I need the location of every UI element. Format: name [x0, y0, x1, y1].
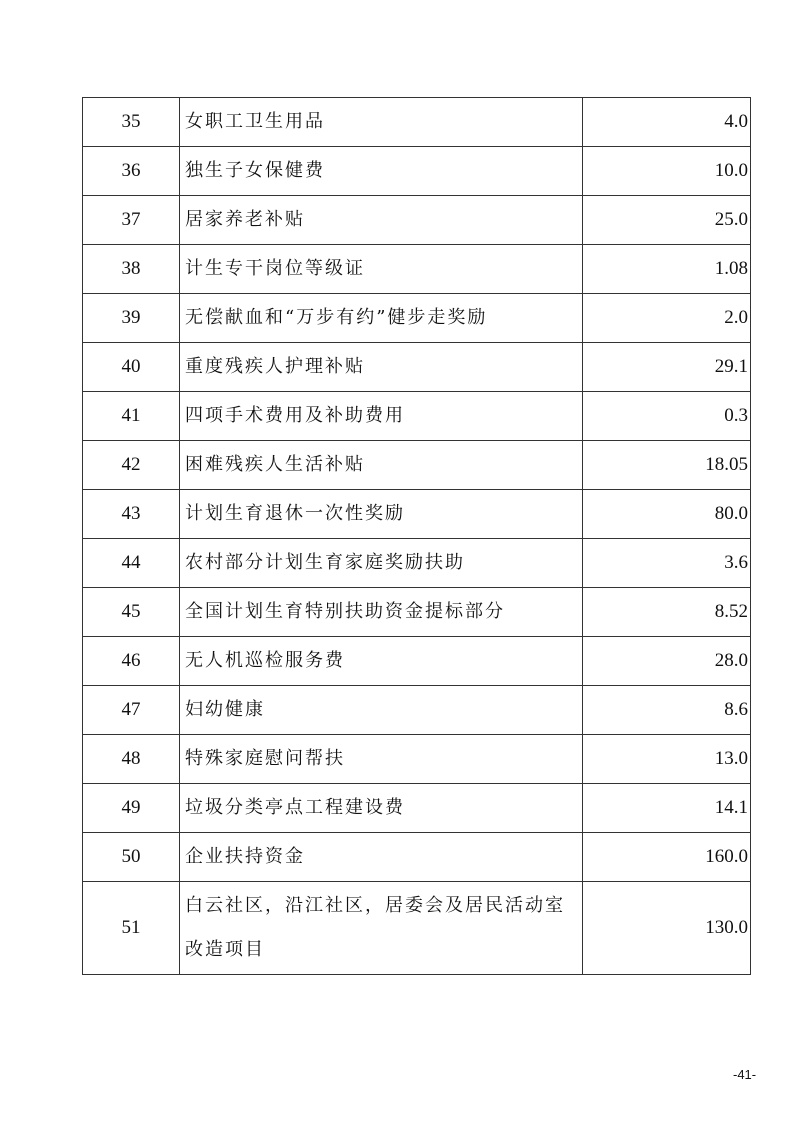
item-name: 企业扶持资金	[180, 833, 583, 882]
item-name: 无人机巡检服务费	[180, 637, 583, 686]
item-amount: 25.0	[583, 196, 751, 245]
table-row	[83, 343, 751, 392]
row-number: 51	[83, 882, 180, 975]
item-name: 独生子女保健费	[180, 147, 583, 196]
item-name: 无偿献血和“万步有约”健步走奖励	[180, 294, 583, 343]
item-amount: 130.0	[583, 882, 751, 975]
table-row	[83, 784, 751, 833]
table-row	[83, 196, 751, 245]
item-amount: 0.3	[583, 392, 751, 441]
item-name: 全国计划生育特别扶助资金提标部分	[180, 588, 583, 637]
table-row	[83, 588, 751, 637]
item-amount: 3.6	[583, 539, 751, 588]
page-number: -41-	[733, 1067, 757, 1082]
row-number: 45	[83, 588, 180, 637]
row-number: 39	[83, 294, 180, 343]
item-name: 女职工卫生用品	[180, 98, 583, 147]
item-name: 四项手术费用及补助费用	[180, 392, 583, 441]
item-amount: 160.0	[583, 833, 751, 882]
row-number: 44	[83, 539, 180, 588]
table-row	[83, 833, 751, 882]
row-number: 48	[83, 735, 180, 784]
item-amount: 80.0	[583, 490, 751, 539]
table-row	[83, 490, 751, 539]
item-name: 垃圾分类亭点工程建设费	[180, 784, 583, 833]
row-number: 42	[83, 441, 180, 490]
table-row	[83, 245, 751, 294]
item-amount: 14.1	[583, 784, 751, 833]
item-amount: 4.0	[583, 98, 751, 147]
row-number: 49	[83, 784, 180, 833]
item-name: 居家养老补贴	[180, 196, 583, 245]
table-row	[83, 637, 751, 686]
row-number: 36	[83, 147, 180, 196]
table-row	[83, 147, 751, 196]
item-amount: 8.52	[583, 588, 751, 637]
row-number: 47	[83, 686, 180, 735]
budget-table	[82, 97, 751, 975]
item-amount: 8.6	[583, 686, 751, 735]
table-row	[83, 441, 751, 490]
item-amount: 2.0	[583, 294, 751, 343]
item-amount: 18.05	[583, 441, 751, 490]
item-amount: 13.0	[583, 735, 751, 784]
row-number: 38	[83, 245, 180, 294]
item-amount: 29.1	[583, 343, 751, 392]
item-name: 困难残疾人生活补贴	[180, 441, 583, 490]
item-name: 计生专干岗位等级证	[180, 245, 583, 294]
table-row	[83, 882, 751, 975]
item-name: 妇幼健康	[180, 686, 583, 735]
table-row	[83, 735, 751, 784]
row-number: 43	[83, 490, 180, 539]
item-amount: 10.0	[583, 147, 751, 196]
row-number: 35	[83, 98, 180, 147]
item-name: 重度残疾人护理补贴	[180, 343, 583, 392]
item-name: 特殊家庭慰问帮扶	[180, 735, 583, 784]
row-number: 46	[83, 637, 180, 686]
item-name: 白云社区，沿江社区，居委会及居民活动室改造项目	[180, 882, 583, 975]
row-number: 37	[83, 196, 180, 245]
item-name: 计划生育退休一次性奖励	[180, 490, 583, 539]
budget-table-body	[83, 98, 751, 975]
table-row	[83, 294, 751, 343]
item-name: 农村部分计划生育家庭奖励扶助	[180, 539, 583, 588]
table-row	[83, 392, 751, 441]
table-row	[83, 539, 751, 588]
row-number: 41	[83, 392, 180, 441]
row-number: 40	[83, 343, 180, 392]
item-amount: 1.08	[583, 245, 751, 294]
item-amount: 28.0	[583, 637, 751, 686]
table-row	[83, 686, 751, 735]
table-row	[83, 98, 751, 147]
row-number: 50	[83, 833, 180, 882]
